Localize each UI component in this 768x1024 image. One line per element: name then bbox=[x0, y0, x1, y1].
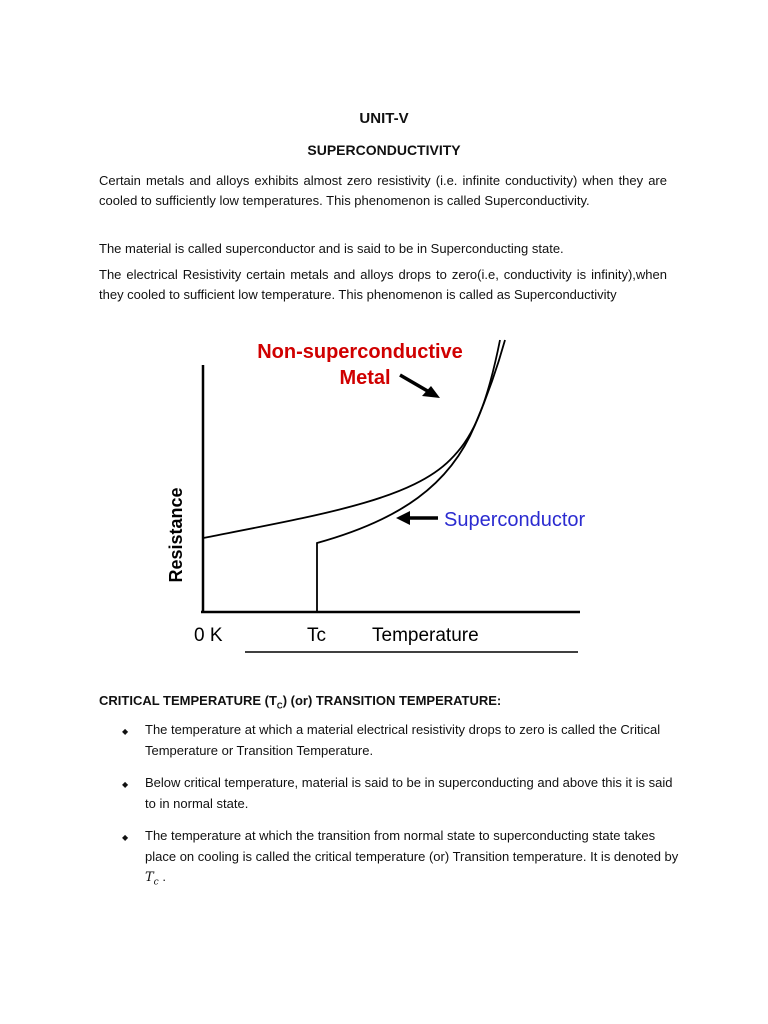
superconductor-arrowhead bbox=[396, 511, 410, 525]
metal-arrow bbox=[400, 375, 431, 393]
diamond-bullet-icon: ◆ bbox=[122, 833, 129, 842]
tc-symbol-letter: T bbox=[145, 870, 154, 885]
superconductor-label: Superconductor bbox=[444, 509, 586, 531]
x-axis-label: Temperature bbox=[372, 625, 479, 646]
topic-title: SUPERCONDUCTIVITY bbox=[307, 142, 461, 158]
list-item bbox=[120, 720, 680, 761]
list-item bbox=[120, 773, 680, 814]
critical-temperature-heading bbox=[99, 693, 501, 711]
intro-paragraph-2: The material is called superconductor and is said to be in Superconducting state. bbox=[99, 241, 564, 256]
intro-paragraph-1: Certain metals and alloys exhibits almost zero resistivity (i.e. infinite conductivity) when they are cooled to sufficiently low temperatures. This phenomenon is called Superconductivity. bbox=[99, 173, 667, 208]
tc-symbol bbox=[145, 870, 159, 888]
x-origin-label: 0 K bbox=[194, 625, 223, 646]
heading-subscript: C bbox=[276, 701, 283, 711]
intro-paragraph-3: The electrical Resistivity certain metals and alloys drops to zero(i.e, conductivity is infinity),when they cooled to sufficient low temperature. This phenomenon is called as Superconductivity bbox=[99, 267, 667, 302]
metal-label-line1: Non-superconductive bbox=[257, 341, 463, 363]
bullet-text-3-end: . bbox=[158, 869, 166, 884]
heading-suffix: ) (or) TRANSITION TEMPERATURE: bbox=[282, 693, 502, 708]
y-axis-label: Resistance bbox=[166, 487, 186, 583]
bullet-text-3: The temperature at which the transition from normal state to superconducting state takes place on cooling is called the critical temperature (or) Transition temperature. It is denoted by bbox=[145, 828, 679, 864]
bullet-text-2: Below critical temperature, material is said to be in superconducting and above this it is said to in normal state. bbox=[145, 775, 673, 811]
heading-prefix: CRITICAL TEMPERATURE (T bbox=[99, 693, 277, 708]
bullet-text-1: The temperature at which a material electrical resistivity drops to zero is called the Critical Temperature or Transition Temperature. bbox=[145, 722, 661, 758]
diamond-bullet-icon: ◆ bbox=[122, 780, 129, 789]
list-item bbox=[120, 826, 680, 893]
unit-title: UNIT-V bbox=[359, 110, 409, 127]
x-tc-label: Tc bbox=[307, 625, 326, 646]
bullet-list bbox=[120, 720, 680, 905]
tc-symbol-subscript: c bbox=[153, 877, 159, 888]
resistance-temperature-figure bbox=[150, 330, 590, 660]
diamond-bullet-icon: ◆ bbox=[122, 727, 129, 736]
metal-label-line2: Metal bbox=[339, 367, 391, 389]
